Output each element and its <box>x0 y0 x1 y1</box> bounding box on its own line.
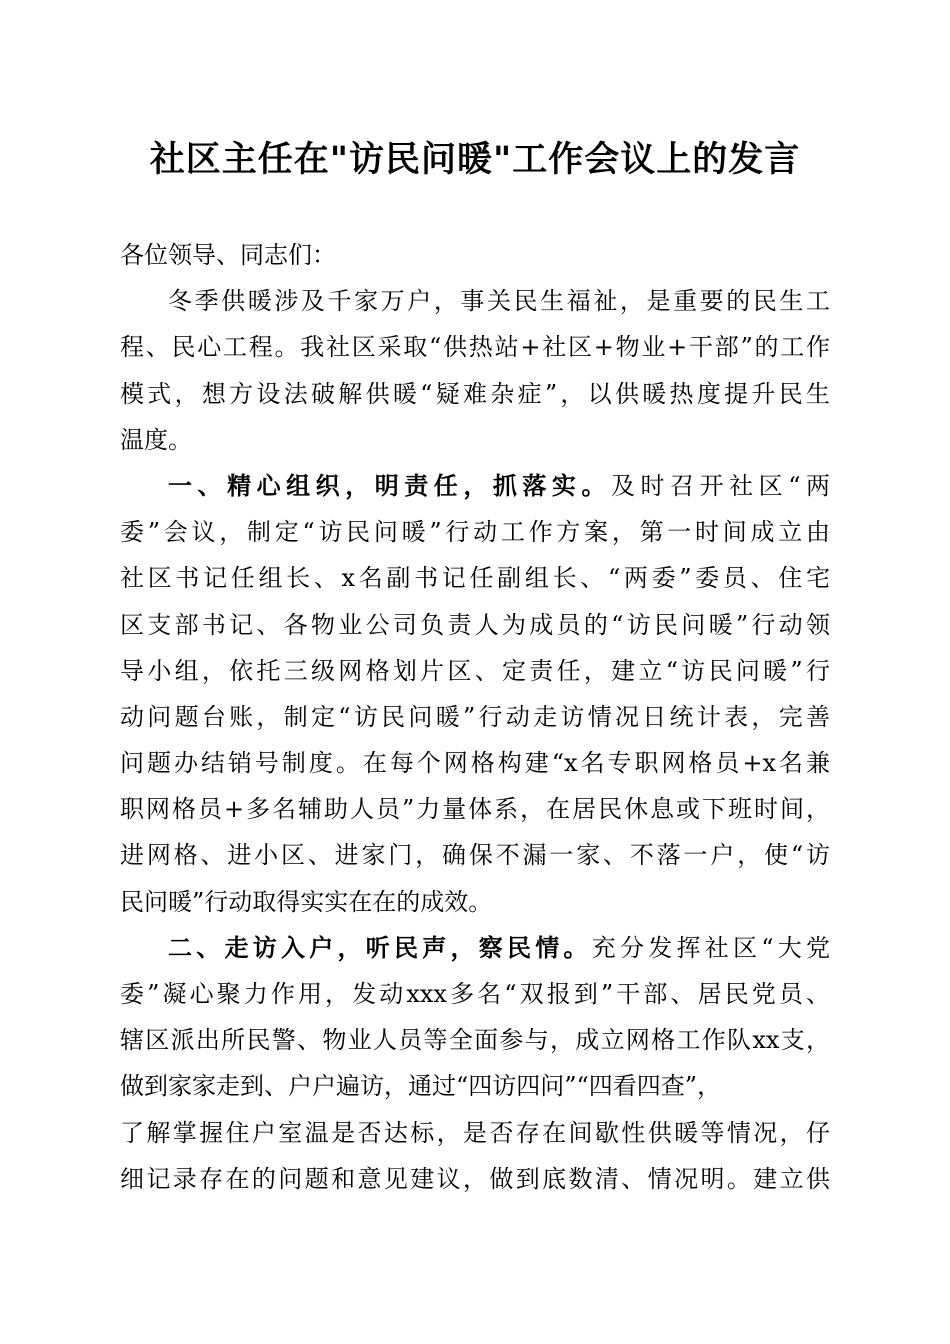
paragraph-line: 问题办结销号制度。在每个网格构建“x名专职网格员+x名兼 <box>120 749 830 778</box>
paragraph-line: 了解掌握住户室温是否达标，是否存在间歇性供暖等情况，仔 <box>120 1118 830 1147</box>
document-title: 社区主任在"访民问暖"工作会议上的发言 <box>149 139 801 180</box>
paragraph-line: 民问暖”行动取得实实在在的成效。 <box>120 887 493 916</box>
section-first-line <box>120 925 830 971</box>
paragraph-line: 冬季供暖涉及千家万户，事关民生福祉，是重要的民生工 <box>168 287 830 316</box>
document-body <box>120 232 830 1202</box>
section-heading-1: 一、精心组织，明责任，抓落实。 <box>168 471 611 500</box>
paragraph-line: 温度。 <box>120 425 192 454</box>
paragraph-line: 委”凝心聚力作用，发动xxx多名“双报到”干部、居民党员、 <box>120 980 830 1008</box>
paragraph-line: 区支部书记、各物业公司负责人为成员的“访民问暖”行动领 <box>120 610 830 639</box>
section-first-line <box>120 463 830 509</box>
paragraph-line: 细记录存在的问题和意见建议，做到底数清、情况明。建立供 <box>120 1164 830 1193</box>
paragraph-line: 社区书记任组长、x名副书记任副组长、“两委”委员、住宅 <box>120 564 830 593</box>
paragraph-line: 动问题台账，制定“访民问暖”行动走访情况日统计表，完善 <box>120 702 830 731</box>
paragraph-line: 进网格、进小区、进家门，确保不漏一家、不落一户，使“访 <box>120 841 830 870</box>
section-heading-2: 二、走访入户，听民声，察民情。 <box>168 933 592 962</box>
paragraph-line: 程、民心工程。我社区采取“供热站+社区+物业+干部”的工作 <box>120 333 830 362</box>
paragraph-line: 做到家家走到、户户遍访，通过“四访四问”“四看四查”， <box>120 1072 722 1101</box>
section-first-line-text: 及时召开社区“两 <box>611 471 830 500</box>
paragraph-line: 委”会议，制定“访民问暖”行动工作方案，第一时间成立由 <box>120 518 830 547</box>
section-first-line-text: 充分发挥社区“大党 <box>591 933 830 962</box>
paragraph-line: 职网格员+多名辅助人员”力量体系，在居民休息或下班时间， <box>120 795 830 824</box>
salutation: 各位领导、同志们： <box>120 241 336 269</box>
paragraph-line: 模式，想方设法破解供暖“疑难杂症”，以供暖热度提升民生 <box>120 379 830 408</box>
paragraph-line: 辖区派出所民警、物业人员等全面参与，成立网格工作队xx支， <box>120 1026 830 1055</box>
paragraph-line: 导小组，依托三级网格划片区、定责任，建立“访民问暖”行 <box>120 656 830 685</box>
